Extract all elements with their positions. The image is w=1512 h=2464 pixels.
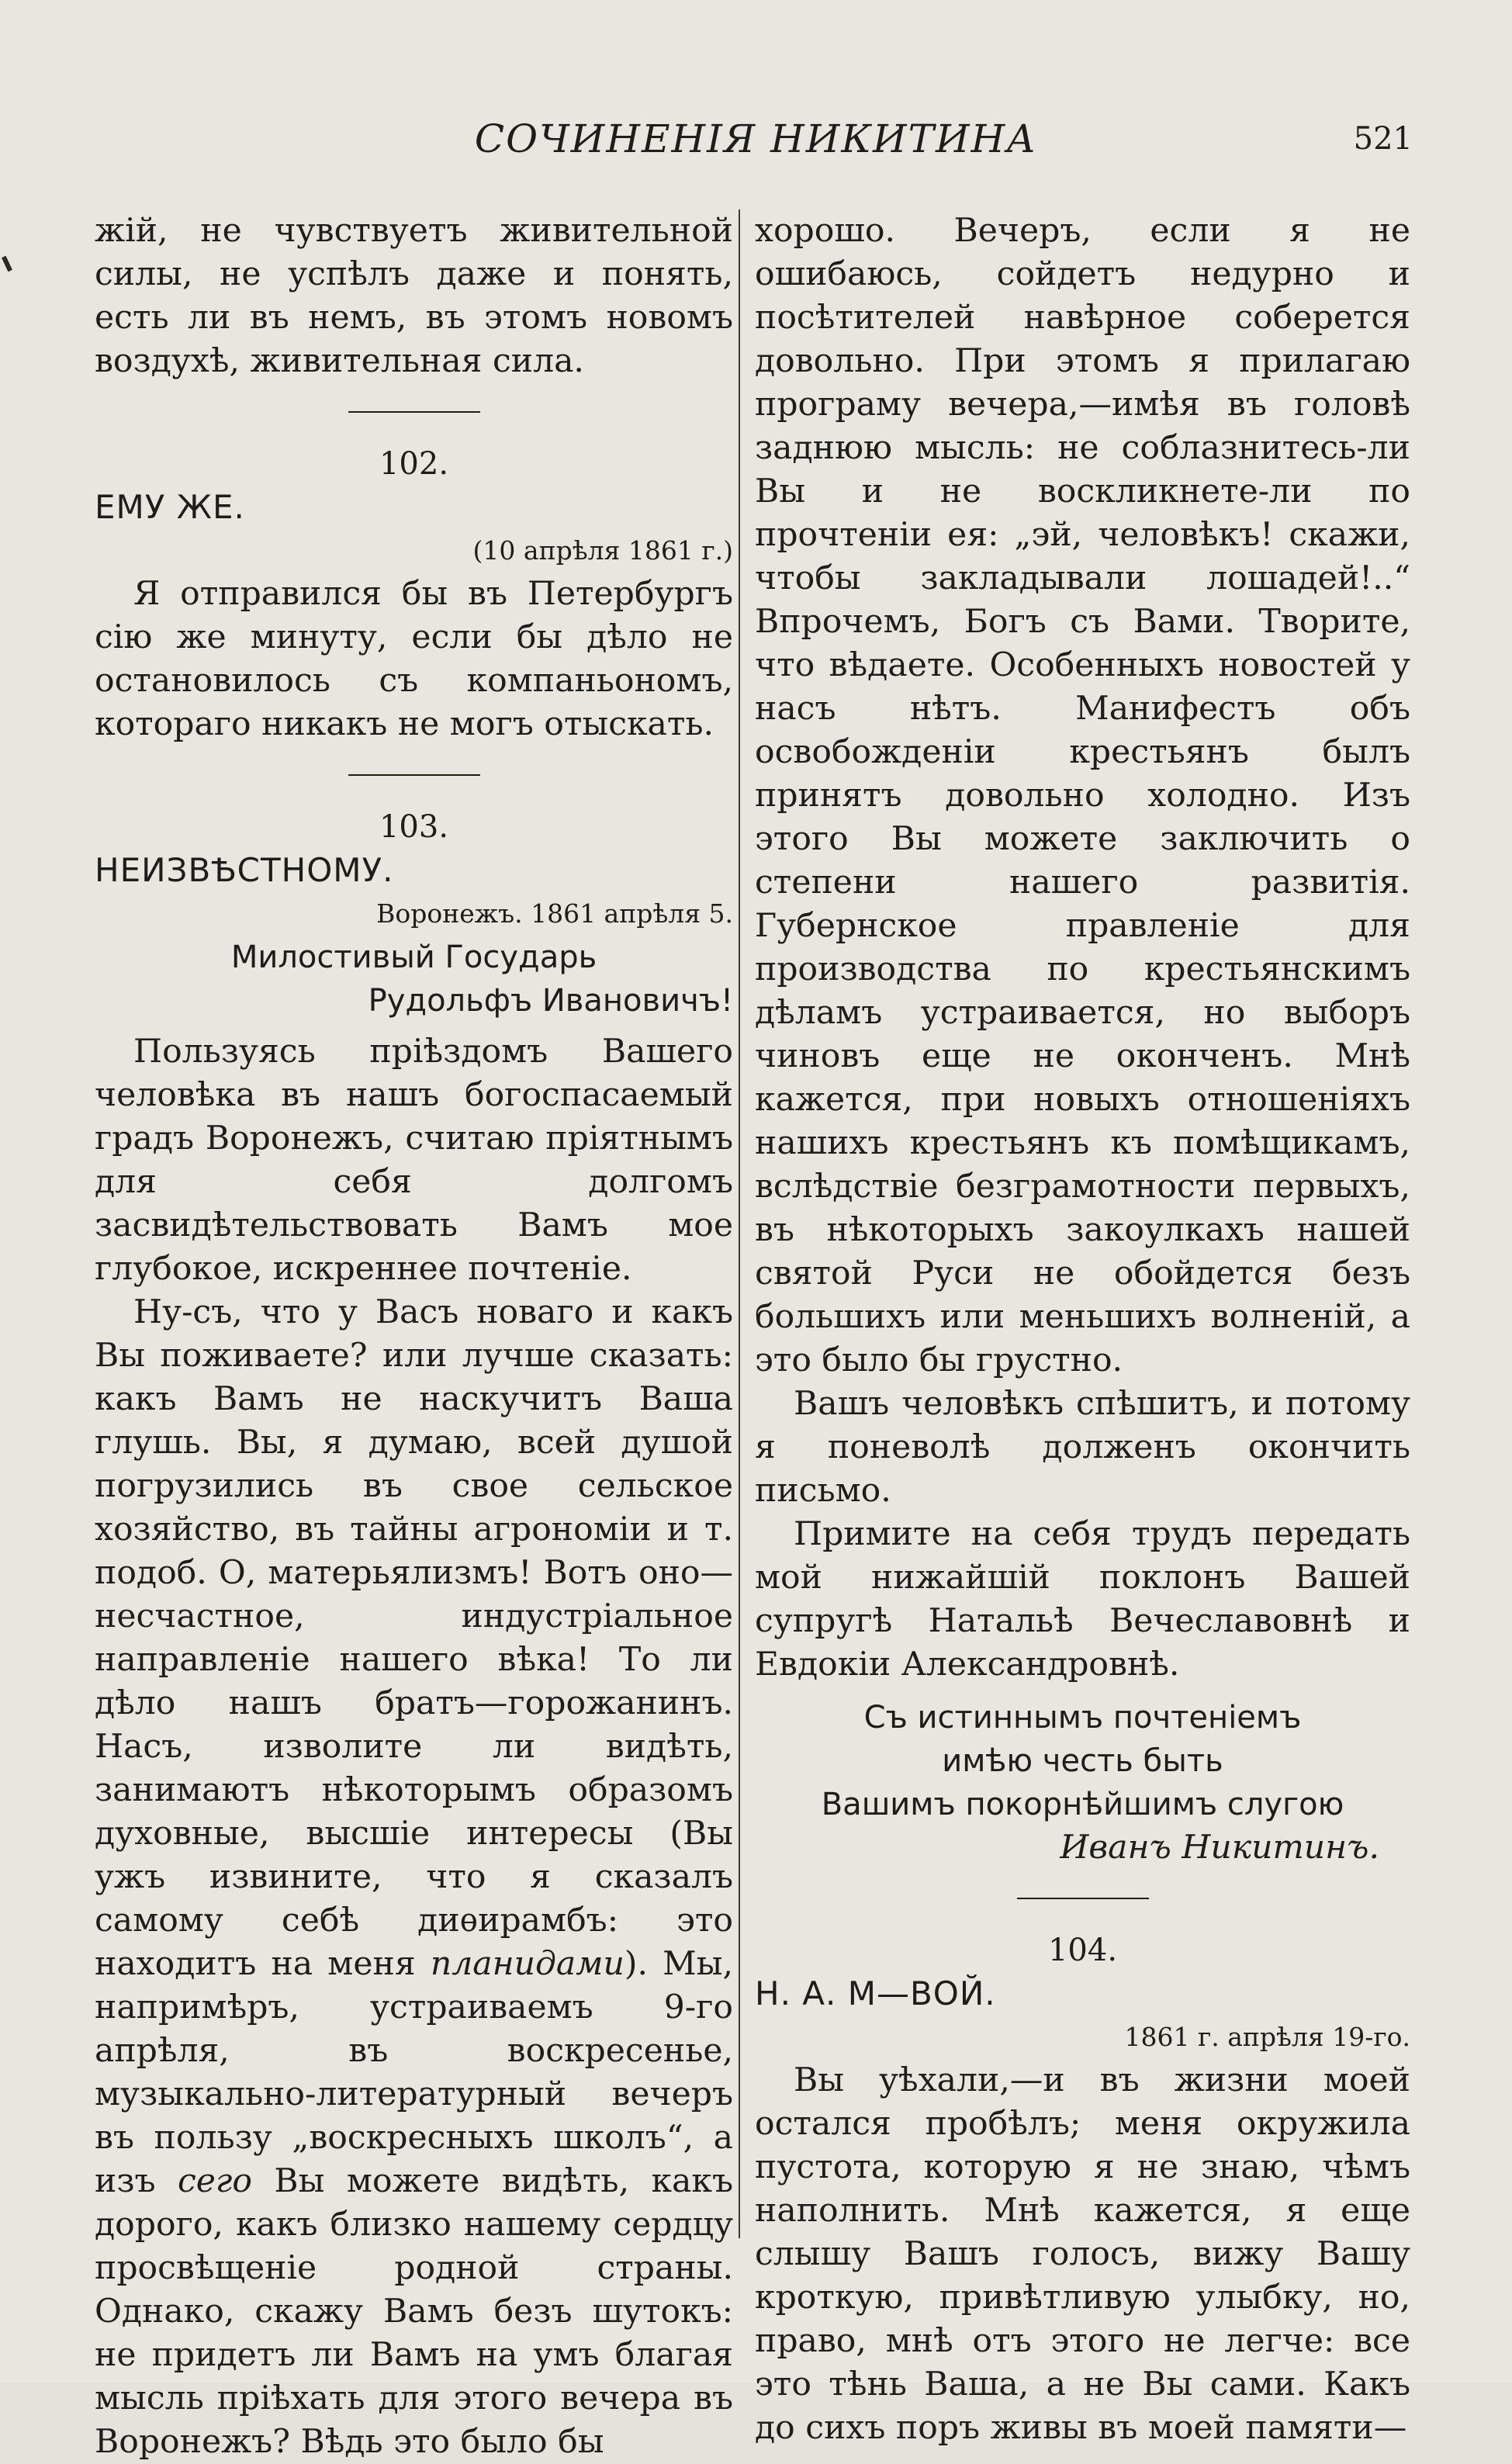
- text-run: Ну-съ, что у Васъ новаго и какъ Вы поживаете? или лучше сказать: какъ Вамъ не наскучитъ Ваша глушь. Вы, я думаю, всей душой погрузились въ свое сельское хозяйство, въ тайны агрономіи и т. подоб. О, матерьялизмъ! Вотъ оно—несчастное, индустріальное направленіе нашего вѣка! То ли дѣло нашъ братъ—горожанинъ. Насъ, изволите ли видѣть, занимаютъ нѣкоторымъ образомъ духовные, высшіе интересы (Вы ужъ извините, что я сказалъ самому себѣ диѳирамбъ: это находитъ на меня: [95, 1293, 733, 1983]
- letter-heading: ЕМУ ЖЕ.: [95, 488, 245, 526]
- right-column: [755, 209, 1410, 2450]
- column-rule: [739, 209, 740, 2238]
- letter-number: 102.: [379, 446, 449, 482]
- salutation-line: Рудольфъ Ивановичъ!: [368, 983, 733, 1019]
- letter-paragraph: Примите на себя трудъ передать мой нижайшій поклонъ Вашей супругѣ Натальѣ Вечеславовнѣ и Евдокіи Александровнѣ.: [755, 1515, 1410, 1684]
- letter-date: 1861 г. апрѣля 19-го.: [1124, 2022, 1410, 2052]
- letter-number: 104.: [1047, 1933, 1118, 1968]
- page-number: 521: [1353, 121, 1413, 157]
- closing-line: Съ истиннымъ почтеніемъ: [863, 1700, 1302, 1736]
- letter-paragraph: хорошо. Вечеръ, если я не ошибаюсь, сойдетъ недурно и посѣтителей навѣрное соберется довольно. При этомъ я прилагаю програму вечера,—имѣя въ головѣ заднюю мысль: не соблазнитесь-ли Вы и не воскликнете-ли по прочтеніи ея: „эй, человѣкъ! скажи, чтобы закладывали лошадей!..“ Впрочемъ, Богъ съ Вами. Творите, что вѣдаете. Особенныхъ новостей у насъ нѣтъ. Манифестъ объ освобожденіи крестьянъ былъ принятъ довольно холодно. Изъ этого Вы можете заключить о степени нашего развитія. Губернское правленіе для производства по крестьянскимъ дѣламъ устраивается, но выборъ чиновъ еще не оконченъ. Мнѣ кажется, при новыхъ отношеніяхъ нашихъ крестьянъ къ помѣщикамъ, вслѣдствіе безграмотности первыхъ, въ нѣкоторыхъ закоулкахъ нашей святой Руси не обойдется безъ большихъ или меньшихъ волненій, а это было бы грустно.: [755, 212, 1410, 1379]
- letter-body: Вы уѣхали,—и въ жизни моей остался пробѣлъ; меня окружила пустота, которую я не знаю, чѣмъ наполнить. Мнѣ кажется, я еще слышу Вашъ голосъ, вижу Вашу кроткую, привѣтливую улыбку, но, право, мнѣ отъ этого не легче: все это тѣнь Ваша, а не Вы сами. Какъ до сихъ поръ живы въ моей памяти—: [755, 2061, 1410, 2447]
- section-divider: [348, 774, 480, 776]
- italic-word: сего: [177, 2162, 252, 2200]
- letter-paragraph: Вашъ человѣкъ спѣшитъ, и потому я поневолѣ долженъ окончить письмо.: [755, 1385, 1410, 1510]
- letter-body: Я отправился бы въ Петербургъ сію же минуту, если бы дѣло не остановилось съ компаньономъ, котораго никакъ не могъ отыскать.: [95, 575, 733, 743]
- running-title: СОЧИНЕНІЯ НИКИТИНА: [474, 116, 1038, 161]
- salutation-line: Милостивый Государь: [230, 940, 597, 975]
- text-run: Вы можете видѣть, какъ дорого, какъ близко нашему сердцу просвѣщеніе родной страны. Однако, скажу Вамъ безъ шутокъ: не придетъ ли Вамъ на умъ благая мысль пріѣхать для этого вечера въ Воронежъ? Вѣдь это было бы: [95, 2162, 733, 2461]
- continuation-paragraph: жій, не чувствуетъ живительной силы, не успѣлъ даже и понять, есть ли въ немъ, въ этомъ новомъ воздухѣ, живительная сила.: [95, 212, 733, 380]
- letter-paragraph: Пользуясь пріѣздомъ Вашего человѣка въ нашъ богоспасаемый градъ Воронежъ, считаю пріятнымъ для себя долгомъ засвидѣтельствовать Вамъ мое глубокое, искреннее почтеніе.: [95, 1033, 733, 1288]
- closing-line: Вашимъ покорнѣйшимъ слугою: [821, 1787, 1344, 1822]
- margin-mark: [2, 256, 12, 272]
- closing-line: имѣю честь быть: [942, 1743, 1223, 1779]
- letter-heading: НЕИЗВѢСТНОМУ.: [95, 851, 394, 889]
- letter-number: 103.: [379, 809, 449, 845]
- page-header: [0, 116, 1512, 178]
- section-divider: [1017, 1898, 1149, 1899]
- italic-word: планидами: [430, 1945, 625, 1983]
- left-column: [95, 209, 733, 2464]
- letter-paragraph: [95, 1291, 733, 2464]
- letter-heading: Н. А. М—ВОЙ.: [755, 1974, 996, 2012]
- letter-date: (10 апрѣля 1861 г.): [472, 535, 733, 566]
- signature: Иванъ Никитинъ.: [1060, 1829, 1379, 1867]
- section-divider: [348, 411, 480, 413]
- letter-date: Воронежъ. 1861 апрѣля 5.: [376, 898, 733, 929]
- text-run: ). Мы, напримѣръ, устраиваемъ 9-го апрѣля, въ воскресенье, музыкально-литературный вечеръ въ пользу „воскресныхъ школъ“, а изъ: [95, 1945, 733, 2200]
